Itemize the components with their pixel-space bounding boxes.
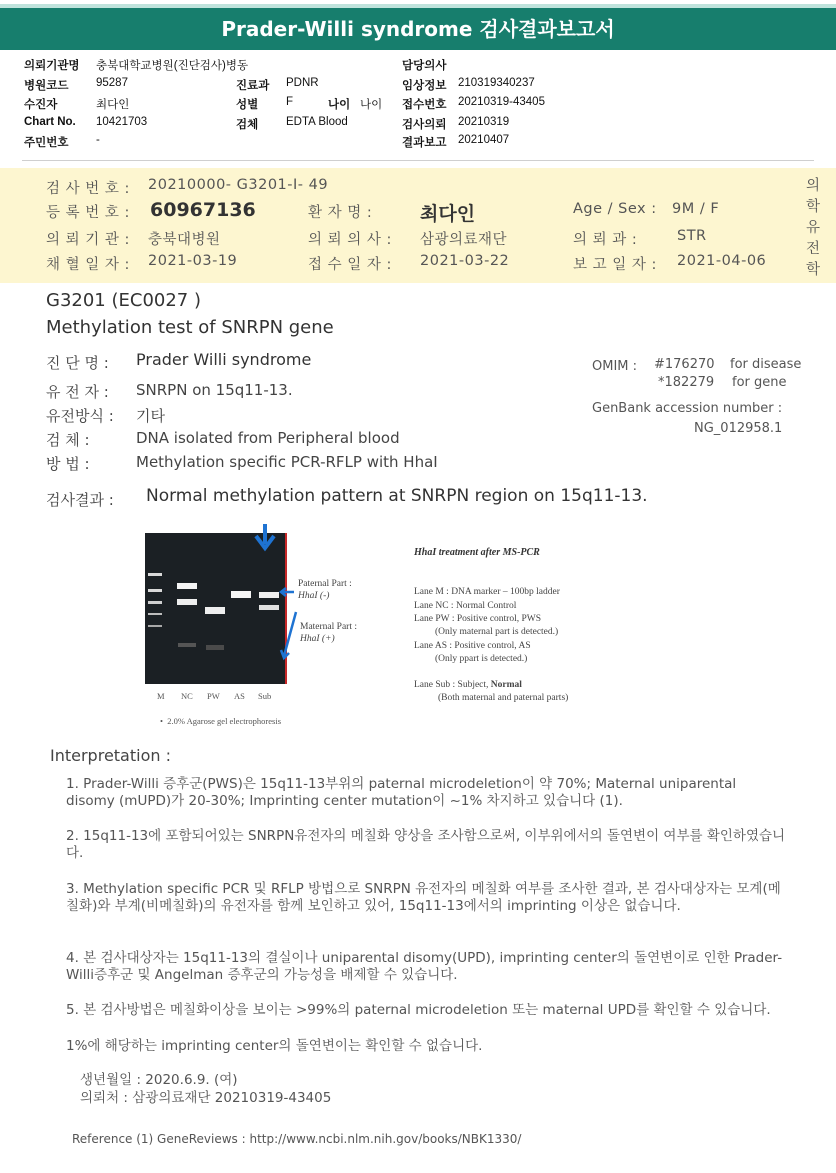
test-no-label: 검 사 번 호 : <box>46 181 130 197</box>
result-label: 검사결과 : <box>46 491 114 509</box>
agesex-value: 9M / F <box>672 201 720 217</box>
header-value: 20210319-43405 <box>458 96 545 108</box>
info-value: Prader Willi syndrome <box>136 350 312 369</box>
header-value: 20210407 <box>458 134 510 146</box>
report-date-value: 2021-04-06 <box>677 253 767 269</box>
reg-no-label: 등 록 번 호 : <box>46 205 130 221</box>
info-label: 진 단 명 : <box>46 354 109 372</box>
figure-caption: • 2.0% Agarose gel electrophoresis <box>160 716 282 726</box>
interpretation-item: 3. Methylation specific PCR 및 RFLP 방법으로 SNRPN 유전자의 메칠화 여부를 조사한 결과, 본 검사대상자는 모계(메칠화)와 부계(비메칠화)의 유전자를 함께 보인하고 있어, 15q11-13에서의 imprinting 이상은 없습니다. <box>66 881 781 914</box>
reference: Reference (1) GeneReviews : http://www.ncbi.nlm.nih.gov/books/NBK1330/ <box>72 1132 522 1146</box>
dept-label: 의 뢰 과 : <box>573 232 638 248</box>
info-label: 유 전 자 : <box>46 383 109 401</box>
result-value: Normal methylation pattern at SNRPN region on 15q11-13. <box>146 486 648 506</box>
header-value: EDTA Blood <box>286 116 348 128</box>
legend-sub-text: Lane Sub : Subject, <box>414 680 491 690</box>
header-label: 병원코드 <box>24 80 69 92</box>
header-value: 최다인 <box>96 99 130 111</box>
lane-label: AS <box>234 691 245 701</box>
test-no-value: 20210000- G3201-I- 49 <box>148 177 329 193</box>
legend-sub-bold: Normal <box>490 680 522 690</box>
omim-disease-note: for disease <box>730 357 802 372</box>
omim-disease: #176270 <box>654 357 715 372</box>
birth-date: 생년월일 : 2020.6.9. (여) <box>80 1072 238 1088</box>
header-value: PDNR <box>286 77 319 89</box>
header-label: Chart No. <box>24 116 76 128</box>
down-arrow-icon <box>252 522 278 556</box>
lane-label: PW <box>207 691 220 701</box>
header-label: 성별 <box>236 99 259 111</box>
receive-value: 2021-03-22 <box>420 253 510 269</box>
caption-text: 2.0% Agarose gel electrophoresis <box>167 716 282 726</box>
report-title: Prader-Willi syndrome 검사결과보고서 <box>0 4 836 50</box>
header-label: 임상정보 <box>402 80 447 92</box>
info-value: 기타 <box>136 407 165 425</box>
header-label: 검사의뢰 <box>402 119 447 131</box>
test-code: G3201 (EC0027 ) <box>46 290 201 311</box>
paternal-label: Paternal Part : <box>298 579 352 589</box>
info-value: SNRPN on 15q11-13. <box>136 381 293 399</box>
interpretation-item: 1. Prader-Willi 증후군(PWS)은 15q11-13부위의 paternal microdeletion이 약 70%; Maternal uniparental disomy (mUPD)가 20-30%; Imprinting center mutation이 ~1% 차지하고 있습니다 (1). <box>66 776 737 809</box>
side-char: 학 <box>806 199 821 215</box>
header-value: 210319340237 <box>458 77 535 89</box>
legend-title: HhaI treatment after MS-PCR <box>414 547 540 558</box>
receive-label: 접 수 일 자 : <box>308 257 392 273</box>
legend-line: (Only ppart is detected.) <box>435 654 528 664</box>
info-label: 유전방식 : <box>46 407 114 425</box>
header-value: 충북대학교병원(진단검사)병동 <box>96 60 249 72</box>
legend-subject <box>414 680 522 690</box>
header-label: 진료과 <box>236 80 270 92</box>
lane-label: NC <box>181 691 193 701</box>
patient-value: 최다인 <box>420 203 476 225</box>
legend-line: (Only maternal part is detected.) <box>435 627 559 637</box>
client-info: 의뢰처 : 삼광의료재단 20210319-43405 <box>80 1090 332 1106</box>
side-char: 전 <box>806 241 821 257</box>
info-label: 검 체 : <box>46 431 90 449</box>
header-value: F <box>286 96 294 108</box>
lane-label: M <box>157 691 165 701</box>
header-value: 95287 <box>96 77 128 89</box>
omim-label: OMIM : <box>592 359 638 374</box>
report-date-label: 보 고 일 자 : <box>573 257 657 273</box>
hospital-label: 의 뢰 기 관 : <box>46 232 130 248</box>
lane-label: Sub <box>258 691 272 701</box>
divider <box>22 160 814 161</box>
dept-value: STR <box>677 228 707 244</box>
genbank-label: GenBank accession number : <box>592 401 783 416</box>
test-name: Methylation test of SNRPN gene <box>46 317 334 338</box>
doctor-label: 의 뢰 의 사 : <box>308 232 392 248</box>
info-value: Methylation specific PCR-RFLP with HhaI <box>136 453 438 471</box>
header-value: 나이 <box>360 99 383 111</box>
interpretation-item: 2. 15q11-13에 포함되어있는 SNRPN유전자의 메칠화 양상을 조사함으로써, 이부위에서의 돌연변이 여부를 확인하였습니다. <box>66 828 786 861</box>
omim-gene-note: for gene <box>732 375 787 390</box>
legend-line: Lane AS : Positive control, AS <box>414 641 531 651</box>
header-label: 접수번호 <box>402 99 447 111</box>
reg-no-value: 60967136 <box>150 199 256 221</box>
header-label: 주민번호 <box>24 137 69 149</box>
header-label: 의뢰기관명 <box>24 60 80 72</box>
header-label: 나이 <box>328 99 351 111</box>
legend-line: (Both maternal and paternal parts) <box>438 693 569 703</box>
legend-line: Lane NC : Normal Control <box>414 601 517 611</box>
omim-gene: *182279 <box>658 375 715 390</box>
interpretation-title: Interpretation : <box>50 746 171 765</box>
collect-label: 채 혈 일 자 : <box>46 257 130 273</box>
doctor-value: 삼광의료재단 <box>420 232 508 248</box>
legend-line: Lane PW : Positive control, PWS <box>414 614 542 624</box>
header-label: 검체 <box>236 119 259 131</box>
maternal-label: Maternal Part : <box>300 622 357 632</box>
agesex-label: Age / Sex : <box>573 201 657 217</box>
header-label: 담당의사 <box>402 60 447 72</box>
side-char: 유 <box>806 220 821 236</box>
header-label: 결과보고 <box>402 137 447 149</box>
side-char: 의 <box>806 178 821 194</box>
collect-value: 2021-03-19 <box>148 253 238 269</box>
genbank-value: NG_012958.1 <box>694 421 783 436</box>
pointer-arrows-icon <box>278 584 300 664</box>
legend-line: Lane M : DNA marker – 100bp ladder <box>414 587 560 597</box>
header-value: 10421703 <box>96 116 148 128</box>
maternal-sub: HhaI (+) <box>300 634 335 644</box>
header-value: 20210319 <box>458 116 510 128</box>
hospital-value: 충북대병원 <box>148 232 221 248</box>
side-char: 학 <box>806 262 821 278</box>
info-label: 방 법 : <box>46 455 90 473</box>
report-band <box>0 168 836 283</box>
interpretation-item-extra: 1%에 해당하는 imprinting center의 돌연변이는 확인할 수 없습니다. <box>66 1038 483 1054</box>
info-value: DNA isolated from Peripheral blood <box>136 429 400 447</box>
interpretation-item: 4. 본 검사대상자는 15q11-13의 결실이나 uniparental disomy(UPD), imprinting center의 돌연변이로 인한 Prader-Willi증후군 및 Angelman 증후군의 가능성을 배제할 수 있습니다. <box>66 950 783 983</box>
paternal-sub: HhaI (-) <box>298 591 330 601</box>
patient-label: 환 자 명 : <box>308 205 373 221</box>
interpretation-item: 5. 본 검사방법은 메칠화이상을 보이는 >99%의 paternal microdeletion 또는 maternal UPD를 확인할 수 있습니다. <box>66 1002 771 1018</box>
header-value: - <box>96 134 100 146</box>
header-label: 수진자 <box>24 99 58 111</box>
